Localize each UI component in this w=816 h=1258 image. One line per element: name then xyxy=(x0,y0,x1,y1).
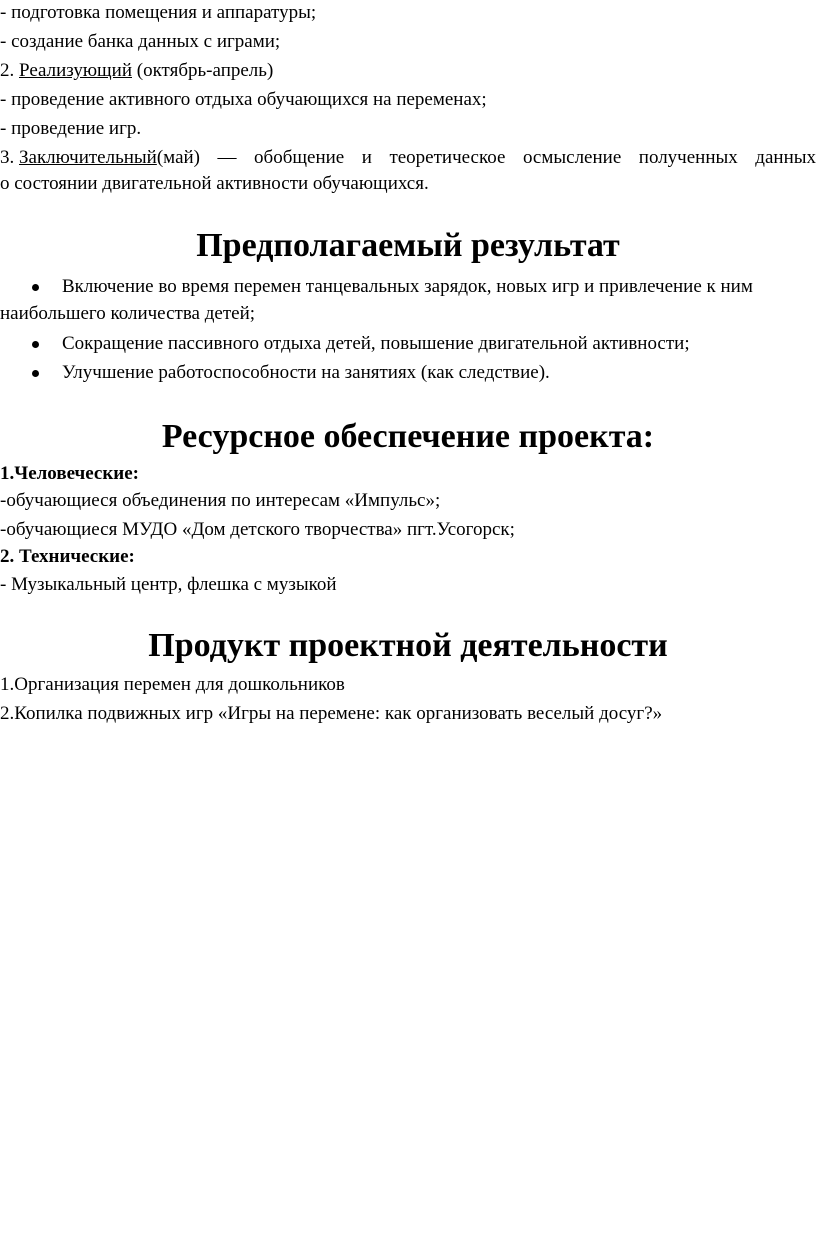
resources-heading: Ресурсное обеспечение проекта: xyxy=(161,418,655,455)
expected-result-bullet-1-continued: наибольшего количества детей; xyxy=(0,303,256,324)
expected-result-heading: Предполагаемый результат xyxy=(196,227,620,264)
technical-resource-item-1: - Музыкальный центр, флешка с музыкой xyxy=(0,574,337,595)
bullet-icon xyxy=(32,370,39,377)
expected-result-bullet-2: Сокращение пассивного отдыха детей, повышение двигательной активности; xyxy=(62,333,690,354)
stage-2-line xyxy=(0,58,273,84)
stage-2-name: Реализующий xyxy=(19,60,132,81)
human-resources-label: 1.Человеческие: xyxy=(0,463,140,484)
stage-2-period: (октябрь-апрель) xyxy=(132,60,274,81)
human-resource-item-1: -обучающиеся объединения по интересам «Импульс»; xyxy=(0,490,441,511)
human-resource-item-2: -обучающиеся МУДО «Дом детского творчества» пгт.Усогорск; xyxy=(0,519,515,540)
prep-item-1: - подготовка помещения и аппаратуры; xyxy=(0,2,317,23)
stage-3-line xyxy=(0,145,816,171)
expected-result-bullet-1: Включение во время перемен танцевальных зарядок, новых игр и привлечение к ним xyxy=(62,276,753,297)
stage-3-description-continued: о состоянии двигательной активности обучающихся. xyxy=(0,173,429,194)
stage-2-number: 2. xyxy=(0,60,19,81)
product-item-2: 2.Копилка подвижных игр «Игры на перемене: как организовать веселый досуг?» xyxy=(0,703,663,724)
bullet-icon xyxy=(32,284,39,291)
stage-3-description: (май) — обобщение и теоретическое осмысление полученных данных xyxy=(156,147,816,168)
prep-item-2: - создание банка данных с играми; xyxy=(0,31,281,52)
product-item-1: 1.Организация перемен для дошкольников xyxy=(0,674,345,695)
stage-3-name: Заключительный xyxy=(19,147,157,168)
product-heading: Продукт проектной деятельности xyxy=(148,627,668,664)
impl-item-1: - проведение активного отдыха обучающихся на переменах; xyxy=(0,89,487,110)
stage-3-head xyxy=(0,145,157,171)
bullet-icon xyxy=(32,341,39,348)
expected-result-bullet-3: Улучшение работоспособности на занятиях (как следствие). xyxy=(62,362,550,383)
technical-resources-label: 2. Технические: xyxy=(0,546,135,567)
impl-item-2: - проведение игр. xyxy=(0,118,142,139)
stage-3-number: 3. xyxy=(0,147,19,168)
